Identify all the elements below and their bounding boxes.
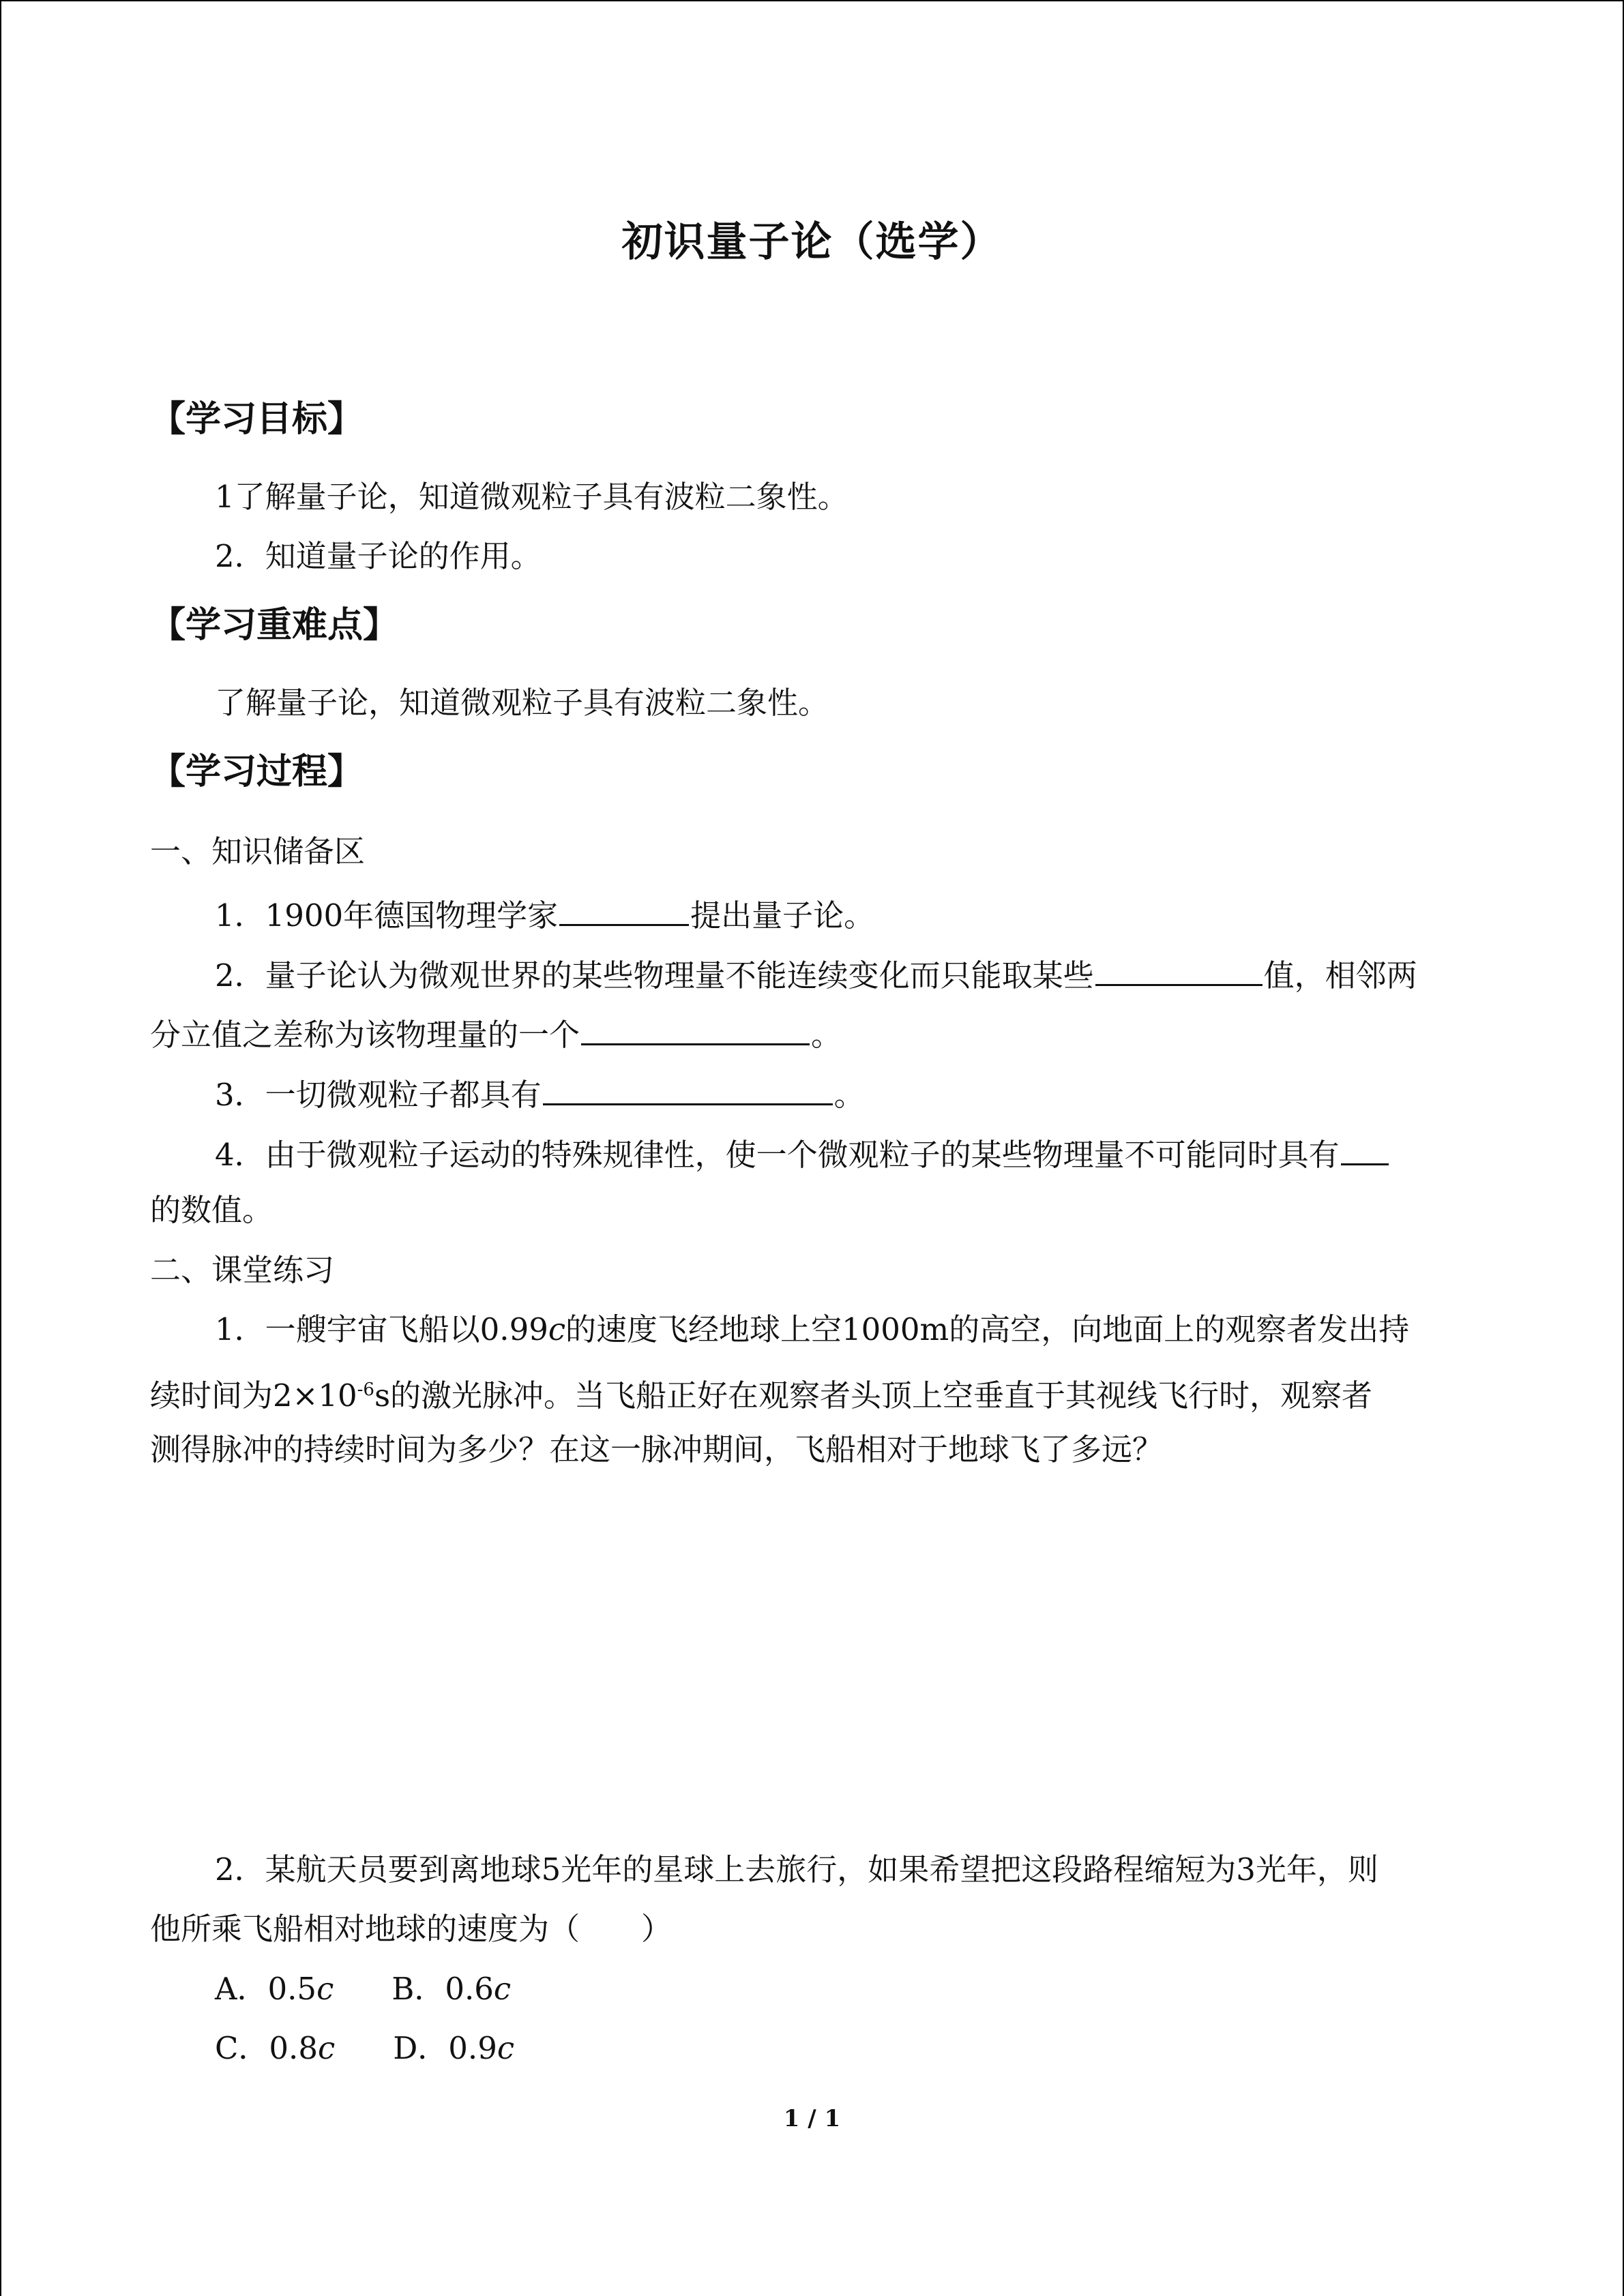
question-2-pre: 2．量子论认为微观世界的某些物理量不能连续变化而只能取某些 (215, 957, 1094, 994)
question-2-post: 值，相邻两 (1263, 957, 1417, 994)
question-1-post: 提出量子论。 (690, 897, 875, 934)
exercise-2-options-row2 (215, 2028, 1541, 2069)
exercise-2-line1: 2．某航天员要到离地球5光年的星球上去旅行，如果希望把这段路程缩短为3光年，则 (215, 1851, 1378, 1888)
answer-blank[interactable] (1095, 951, 1263, 986)
answer-blank[interactable] (1341, 1131, 1389, 1165)
goal-item: 1了解量子论，知道微观粒子具有波粒二象性。 (215, 479, 848, 515)
key-points-text: 了解量子论，知道微观粒子具有波粒二象性。 (215, 685, 829, 721)
question-2-line2 (150, 1011, 1477, 1056)
exercise-2-options-row1 (215, 1969, 1541, 2010)
question-3-post: 。 (833, 1077, 865, 1113)
exercise-1-text: 的速度飞经地球上空1000m的高空，向地面上的观察者发出持 (565, 1311, 1410, 1347)
section-heading-process: 【学习过程】 (150, 751, 364, 792)
exercise-1-line3: 测得脉冲的持续时间为多少？在这一脉冲期间，飞船相对于地球飞了多远？ (150, 1431, 1164, 1467)
question-1-pre: 1．1900年德国物理学家 (215, 897, 559, 934)
option-c[interactable]: C．0.8c (215, 2030, 336, 2066)
goal-item: 2．知道量子论的作用。 (215, 538, 542, 574)
question-4-text: 4．由于微观粒子运动的特殊规律性，使一个微观粒子的某些物理量不可能同时具有 (215, 1137, 1340, 1173)
question-4-line2: 的数值。 (150, 1192, 274, 1228)
exercise-1-text: 续时间为2×10 (150, 1377, 357, 1414)
part2-heading: 二、课堂练习 (150, 1252, 335, 1288)
speed-of-light-symbol: c (548, 1311, 566, 1347)
option-b[interactable]: B．0.6c (392, 1971, 512, 2007)
option-a[interactable]: A．0.5c (215, 1971, 334, 2007)
page-number: 1 / 1 (783, 2105, 841, 2132)
question-2-line1 (215, 951, 1541, 996)
exercise-1-text: s的激光脉冲。当飞船正好在观察者头顶上空垂直于其视线飞行时，观察者 (374, 1377, 1373, 1414)
question-2-line2-pre: 分立值之差称为该物理量的一个 (150, 1017, 580, 1053)
exercise-2-line2: 他所乘飞船相对地球的速度为（ ） (150, 1911, 673, 1947)
answer-blank[interactable] (543, 1071, 833, 1105)
question-2-line2-post: 。 (811, 1017, 842, 1053)
answer-blank[interactable] (559, 891, 689, 926)
question-3-pre: 3．一切微观粒子都具有 (215, 1077, 542, 1113)
page-title: 初识量子论（选学） (621, 218, 1003, 266)
answer-blank[interactable] (581, 1011, 810, 1045)
question-4-line1 (215, 1131, 1541, 1176)
section-heading-key-points: 【学习重难点】 (150, 605, 399, 646)
question-1 (215, 891, 1541, 936)
part1-heading: 一、知识储备区 (150, 833, 366, 869)
option-d[interactable]: D．0.9c (393, 2030, 515, 2066)
exercise-1-line2 (150, 1369, 1477, 1416)
question-3 (215, 1071, 1541, 1116)
exercise-1-line1 (215, 1309, 1541, 1350)
section-heading-goals: 【学习目标】 (150, 399, 364, 440)
exponent: -6 (357, 1380, 374, 1400)
exercise-1-text: 1．一艘宇宙飞船以0.99 (215, 1311, 548, 1347)
